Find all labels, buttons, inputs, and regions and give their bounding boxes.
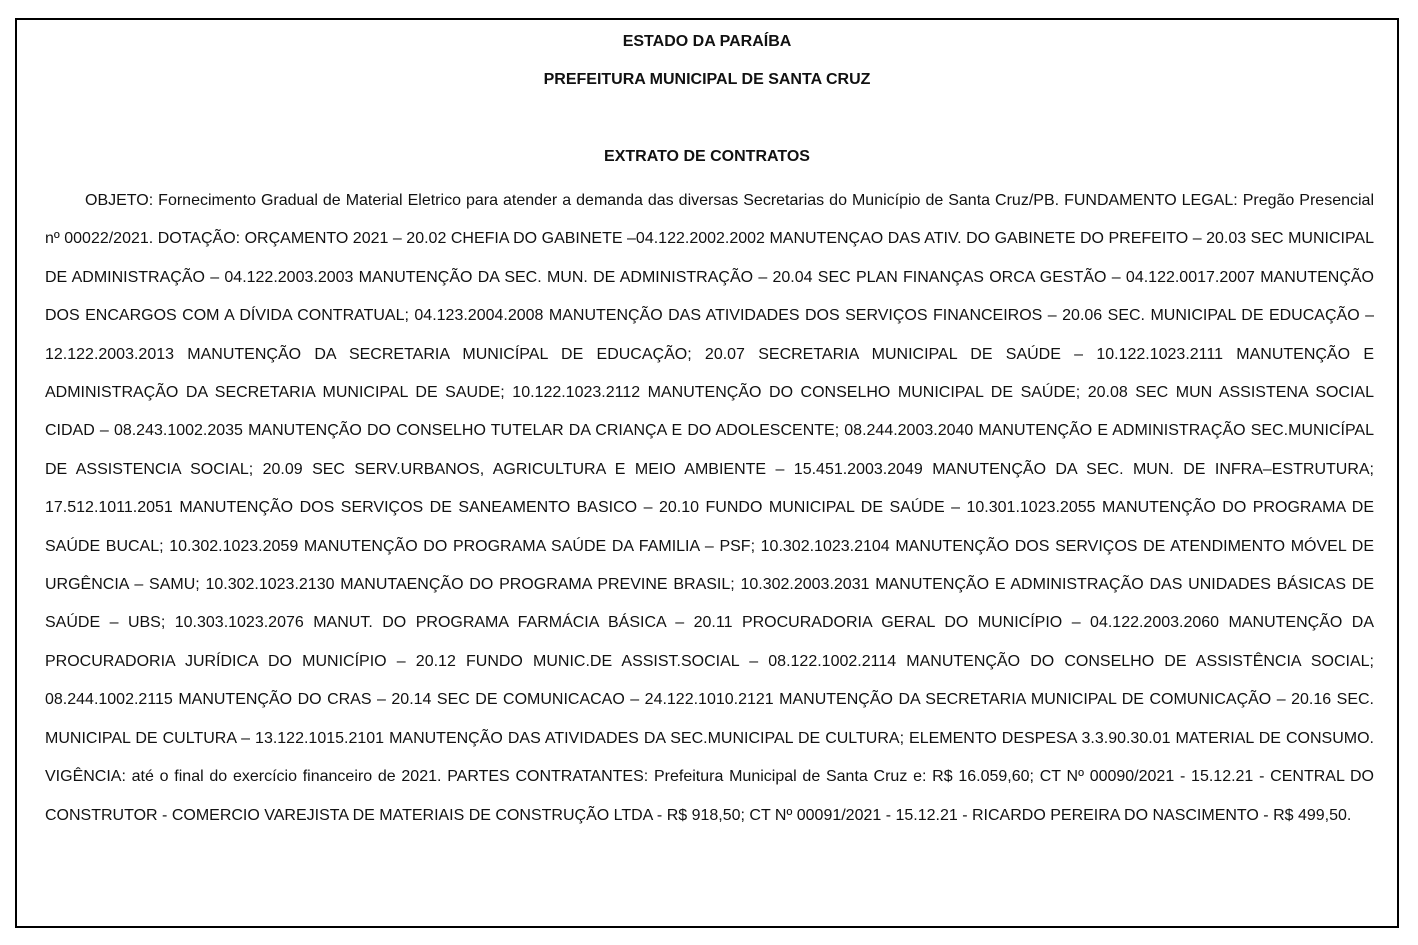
contract-extract-body: OBJETO: Fornecimento Gradual de Material Eletrico para atender a demanda das diversas Secretarias do Município de Santa Cruz/PB. FUNDAMENTO LEGAL: Pregão Presencial nº 00022/2021. DOTAÇÃO: ORÇAMENTO 2021 – 20.02 CHEFIA DO GABINETE –04.122.2002.2002 MANUTENÇAO DAS ATIV. DO GABINETE DO PREFEITO – 20.03 SEC MUNICIPAL DE ADMINISTRAÇÃO – 04.122.2003.2003 MANUTENÇÃO DA SEC. MUN. DE ADMINISTRAÇÃO – 20.04 SEC PLAN FINANÇAS ORCA GESTÃO – 04.122.0017.2007 MANUTENÇÃO DOS ENCARGOS COM A DÍVIDA CONTRATUAL; 04.123.2004.2008 MANUTENÇÃO DAS ATIVIDADES DOS SERVIÇOS FINANCEIROS – 20.06 SEC. MUNICIPAL DE EDUCAÇÃO – 12.122.2003.2013 MANUTENÇÃO DA SECRETARIA MUNICÍPAL DE EDUCAÇÃO; 20.07 SECRETARIA MUNICIPAL DE SAÚDE – 10.122.1023.2111 MANUTENÇÃO E ADMINISTRAÇÃO DA SECRETARIA MUNICIPAL DE SAUDE; 10.122.1023.2112 MANUTENÇÃO DO CONSELHO MUNICIPAL DE SAÚDE; 20.08 SEC MUN ASSISTENA SOCIAL CIDAD – 08.243.1002.2035 MANUTENÇÃO DO CONSELHO TUTELAR DA CRIANÇA E DO ADOLESCENTE; 08.244.2003.2040 MANUTENÇÃO E ADMINISTRAÇÃO SEC.MUNICÍPAL DE ASSISTENCIA SOCIAL; 20.09 SEC SERV.URBANOS, AGRICULTURA E MEIO AMBIENTE – 15.451.2003.2049 MANUTENÇÃO DA SEC. MUN. DE INFRA–ESTRUTURA; 17.512.1011.2051 MANUTENÇÃO DOS SERVIÇOS DE SANEAMENTO BASICO – 20.10 FUNDO MUNICIPAL DE SAÚDE – 10.301.1023.2055 MANUTENÇÃO DO PROGRAMA DE SAÚDE BUCAL; 10.302.1023.2059 MANUTENÇÃO DO PROGRAMA SAÚDE DA FAMILIA – PSF; 10.302.1023.2104 MANUTENÇÃO DOS SERVIÇOS DE ATENDIMENTO MÓVEL DE URGÊNCIA – SAMU; 10.302.1023.2130 MANUTAENÇÃO DO PROGRAMA PREVINE BRASIL; 10.302.2003.2031 MANUTENÇÃO E ADMINISTRAÇÃO DAS UNIDADES BÁSICAS DE SAÚDE – UBS; 10.303.1023.2076 MANUT. DO PROGRAMA FARMÁCIA BÁSICA – 20.11 PROCURADORIA GERAL DO MUNICÍPIO – 04.122.2003.2060 MANUTENÇÃO DA PROCURADORIA JURÍDICA DO MUNICÍPIO – 20.12 FUNDO MUNIC.DE ASSIST.SOCIAL – 08.122.1002.2114 MANUTENÇÃO DO CONSELHO DE ASSISTÊNCIA SOCIAL; 08.244.1002.2115 MANUTENÇÃO DO CRAS – 20.14 SEC DE COMUNICACAO – 24.122.1010.2121 MANUTENÇÃO DA SECRETARIA MUNICIPAL DE COMUNICAÇÃO – 20.16 SEC. MUNICIPAL DE CULTURA – 13.122.1015.2101 MANUTENÇÃO DAS ATIVIDADES DA SEC.MUNICIPAL DE CULTURA; ELEMENTO DESPESA 3.3.90.30.01 MATERIAL DE CONSUMO. VIGÊNCIA: até o final do exercício financeiro de 2021. PARTES CONTRATANTES: Prefeitura Municipal de Santa Cruz e: R$ 16.059,60; CT Nº 00090/2021 - 15.12.21 - CENTRAL DO CONSTRUTOR - COMERCIO VAREJISTA DE MATERIAIS DE CONSTRUÇÃO LTDA - R$ 918,50; CT Nº 00091/2021 - 15.12.21 - RICARDO PEREIRA DO NASCIMENTO - R$ 499,50.: [45, 192, 1374, 824]
document-title: EXTRATO DE CONTRATOS: [604, 148, 810, 165]
state-heading: ESTADO DA PARAÍBA: [622, 33, 792, 50]
prefecture-heading: PREFEITURA MUNICIPAL DE SANTA CRUZ: [543, 71, 871, 88]
document-frame: [15, 18, 1399, 928]
